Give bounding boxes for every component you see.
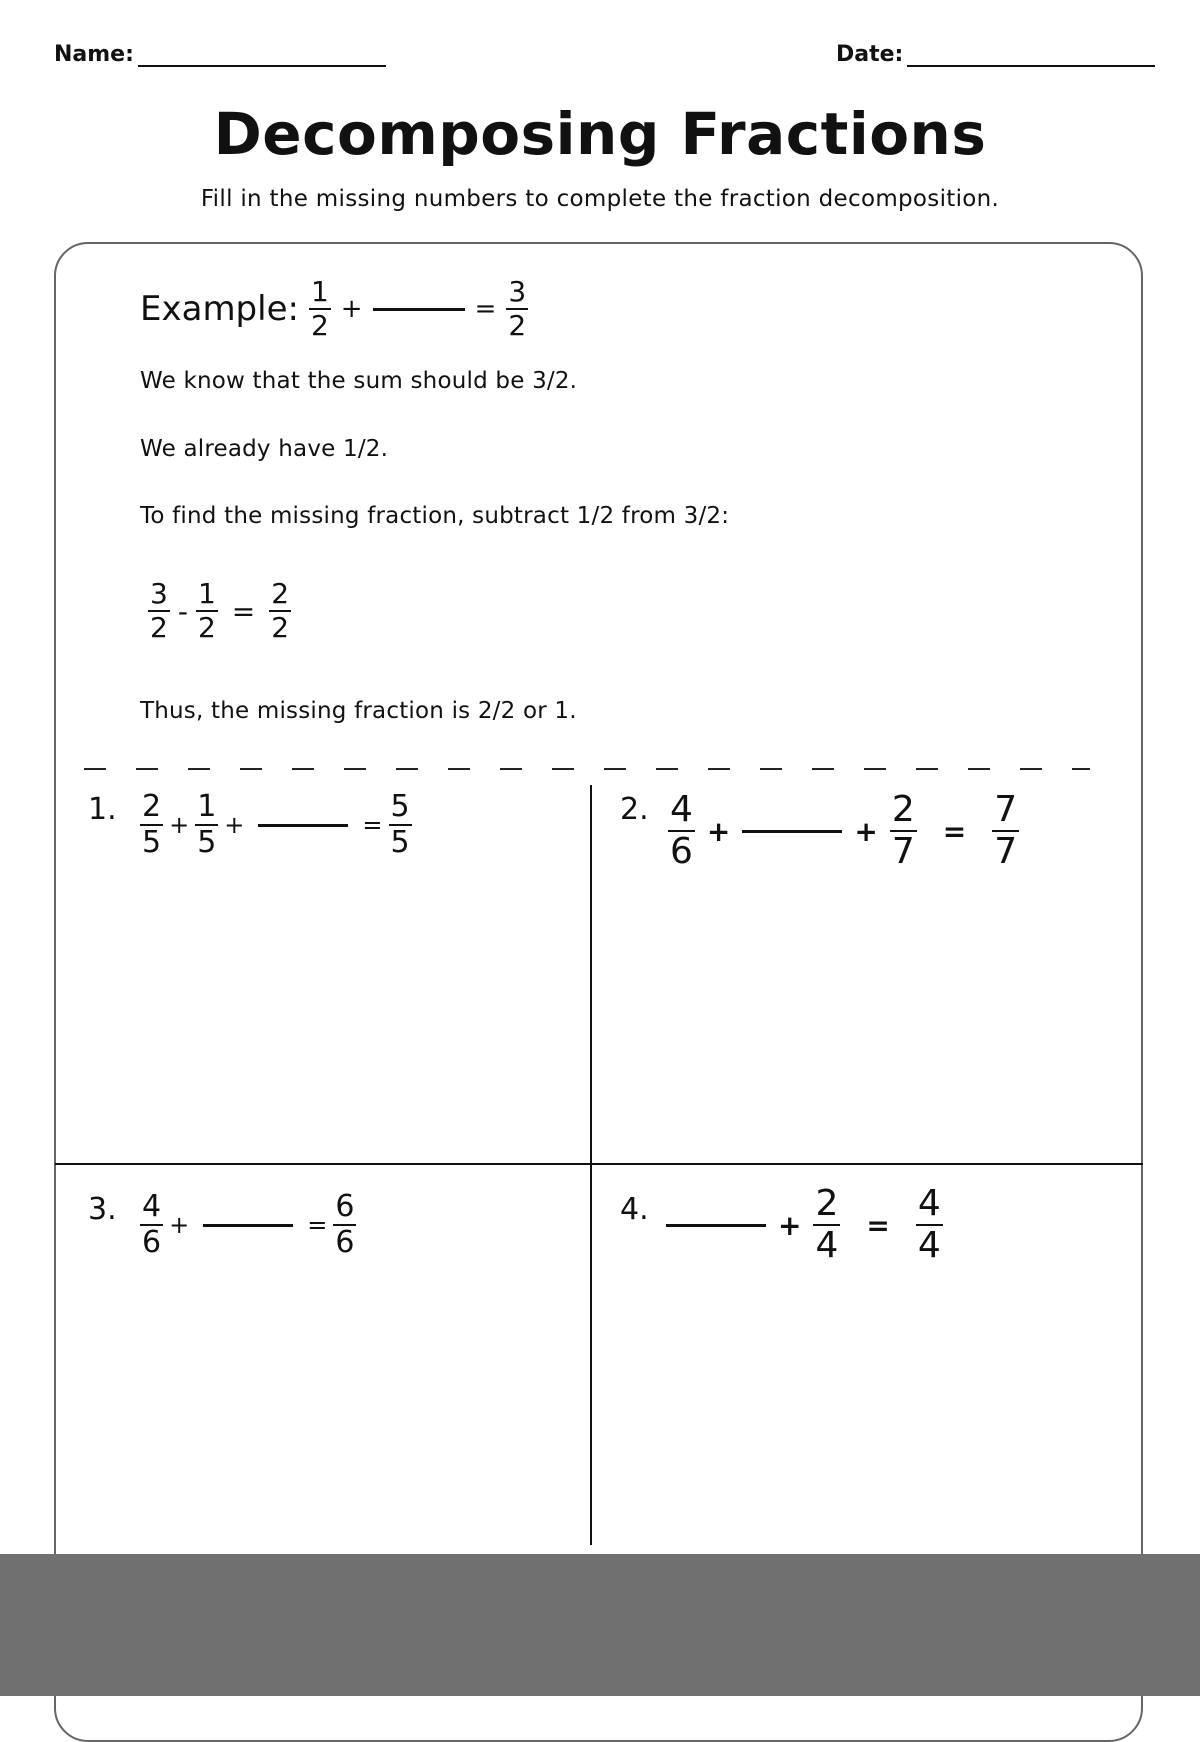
example-answer-blank[interactable]	[373, 308, 465, 311]
worksheet-frame	[54, 242, 1143, 1742]
numerator: 1	[197, 789, 217, 824]
p3-fraction-result	[333, 1189, 356, 1260]
denominator: 4	[815, 1225, 839, 1266]
problem-3-answer-blank[interactable]	[203, 1224, 293, 1227]
denominator: 5	[390, 825, 410, 860]
grid-horizontal-divider	[55, 1163, 1143, 1165]
p1-fraction-a	[140, 789, 163, 860]
problem-1-number: 1.	[88, 792, 117, 827]
equals-sign: =	[474, 294, 497, 324]
numerator: 7	[994, 789, 1018, 830]
example-label: Example:	[140, 289, 299, 329]
denominator: 2	[271, 611, 290, 644]
example-fraction-addend	[309, 275, 331, 342]
numerator: 6	[335, 1189, 355, 1224]
numerator: 2	[815, 1183, 839, 1224]
equals-sign: =	[362, 811, 383, 839]
plus-sign: +	[224, 811, 245, 839]
work-fraction-result	[269, 577, 291, 644]
date-label: Date:	[836, 42, 904, 67]
denominator: 7	[891, 831, 915, 872]
equals-sign: =	[231, 594, 256, 628]
equals-sign: =	[942, 814, 967, 848]
plus-sign: +	[854, 814, 878, 848]
p4-fraction-result	[916, 1183, 943, 1266]
plus-sign: +	[169, 1211, 190, 1239]
minus-sign: -	[177, 594, 188, 628]
problem-3-equation	[140, 1189, 356, 1260]
numerator: 2	[891, 789, 915, 830]
denominator: 6	[335, 1225, 355, 1260]
denominator: 6	[670, 831, 693, 872]
numerator: 1	[197, 577, 216, 610]
plus-sign: +	[706, 814, 731, 848]
p2-fraction-b	[890, 789, 917, 872]
example-fraction-result	[506, 275, 528, 342]
example-conclusion: Thus, the missing fraction is 2/2 or 1.	[140, 698, 577, 724]
numerator: 4	[142, 1189, 162, 1224]
p1-fraction-b	[195, 789, 218, 860]
numerator: 5	[390, 789, 410, 824]
example-explanation-2: We already have 1/2.	[140, 436, 389, 462]
name-label: Name:	[54, 42, 134, 67]
p1-fraction-result	[389, 789, 412, 860]
numerator: 4	[670, 789, 693, 830]
grid-vertical-divider	[590, 785, 592, 1545]
plus-sign: +	[169, 811, 190, 839]
example-explanation-1: We know that the sum should be 3/2.	[140, 368, 578, 394]
problem-4-number: 4.	[620, 1192, 649, 1227]
p2-fraction-result	[992, 789, 1019, 872]
page-title: Decomposing Fractions	[213, 100, 987, 168]
denominator: 5	[142, 825, 162, 860]
problem-4-equation	[666, 1183, 943, 1266]
numerator: 3	[508, 275, 527, 308]
problem-4-answer-blank[interactable]	[666, 1224, 766, 1227]
denominator: 6	[142, 1225, 162, 1260]
denominator: 4	[917, 1225, 941, 1266]
denominator: 2	[197, 611, 216, 644]
problem-1-equation	[140, 789, 412, 860]
plus-sign: +	[340, 294, 363, 324]
name-blank-line[interactable]	[138, 43, 386, 67]
numerator: 2	[271, 577, 290, 610]
problem-2-equation	[668, 789, 1019, 872]
denominator: 2	[150, 611, 168, 644]
example-equation	[140, 275, 528, 342]
numerator: 2	[142, 789, 162, 824]
work-fraction-a	[148, 577, 170, 644]
date-field[interactable]	[836, 42, 1155, 67]
p2-fraction-a	[668, 789, 695, 872]
gray-footer-band	[0, 1554, 1200, 1696]
instructions: Fill in the missing numbers to complete the fraction decomposition.	[200, 186, 1000, 212]
denominator: 7	[994, 831, 1018, 872]
denominator: 2	[310, 309, 329, 342]
problem-3-number: 3.	[88, 1192, 117, 1227]
p4-fraction-b	[813, 1183, 840, 1266]
example-explanation-3: To find the missing fraction, subtract 1/2 from 3/2:	[140, 503, 730, 529]
numerator: 4	[917, 1183, 941, 1224]
plus-sign: +	[778, 1208, 802, 1242]
equals-sign: =	[307, 1211, 328, 1239]
p3-fraction-a	[140, 1189, 163, 1260]
example-subtraction	[148, 577, 291, 644]
numerator: 1	[310, 275, 329, 308]
denominator: 5	[197, 825, 217, 860]
problem-1-answer-blank[interactable]	[258, 824, 348, 827]
numerator: 3	[150, 577, 168, 610]
name-field[interactable]	[54, 42, 386, 67]
date-blank-line[interactable]	[907, 43, 1155, 67]
problem-2-number: 2.	[620, 792, 649, 827]
denominator: 2	[508, 309, 527, 342]
dashed-divider	[84, 768, 1090, 770]
problem-2-answer-blank[interactable]	[742, 830, 842, 833]
work-fraction-b	[196, 577, 218, 644]
equals-sign: =	[866, 1208, 890, 1242]
